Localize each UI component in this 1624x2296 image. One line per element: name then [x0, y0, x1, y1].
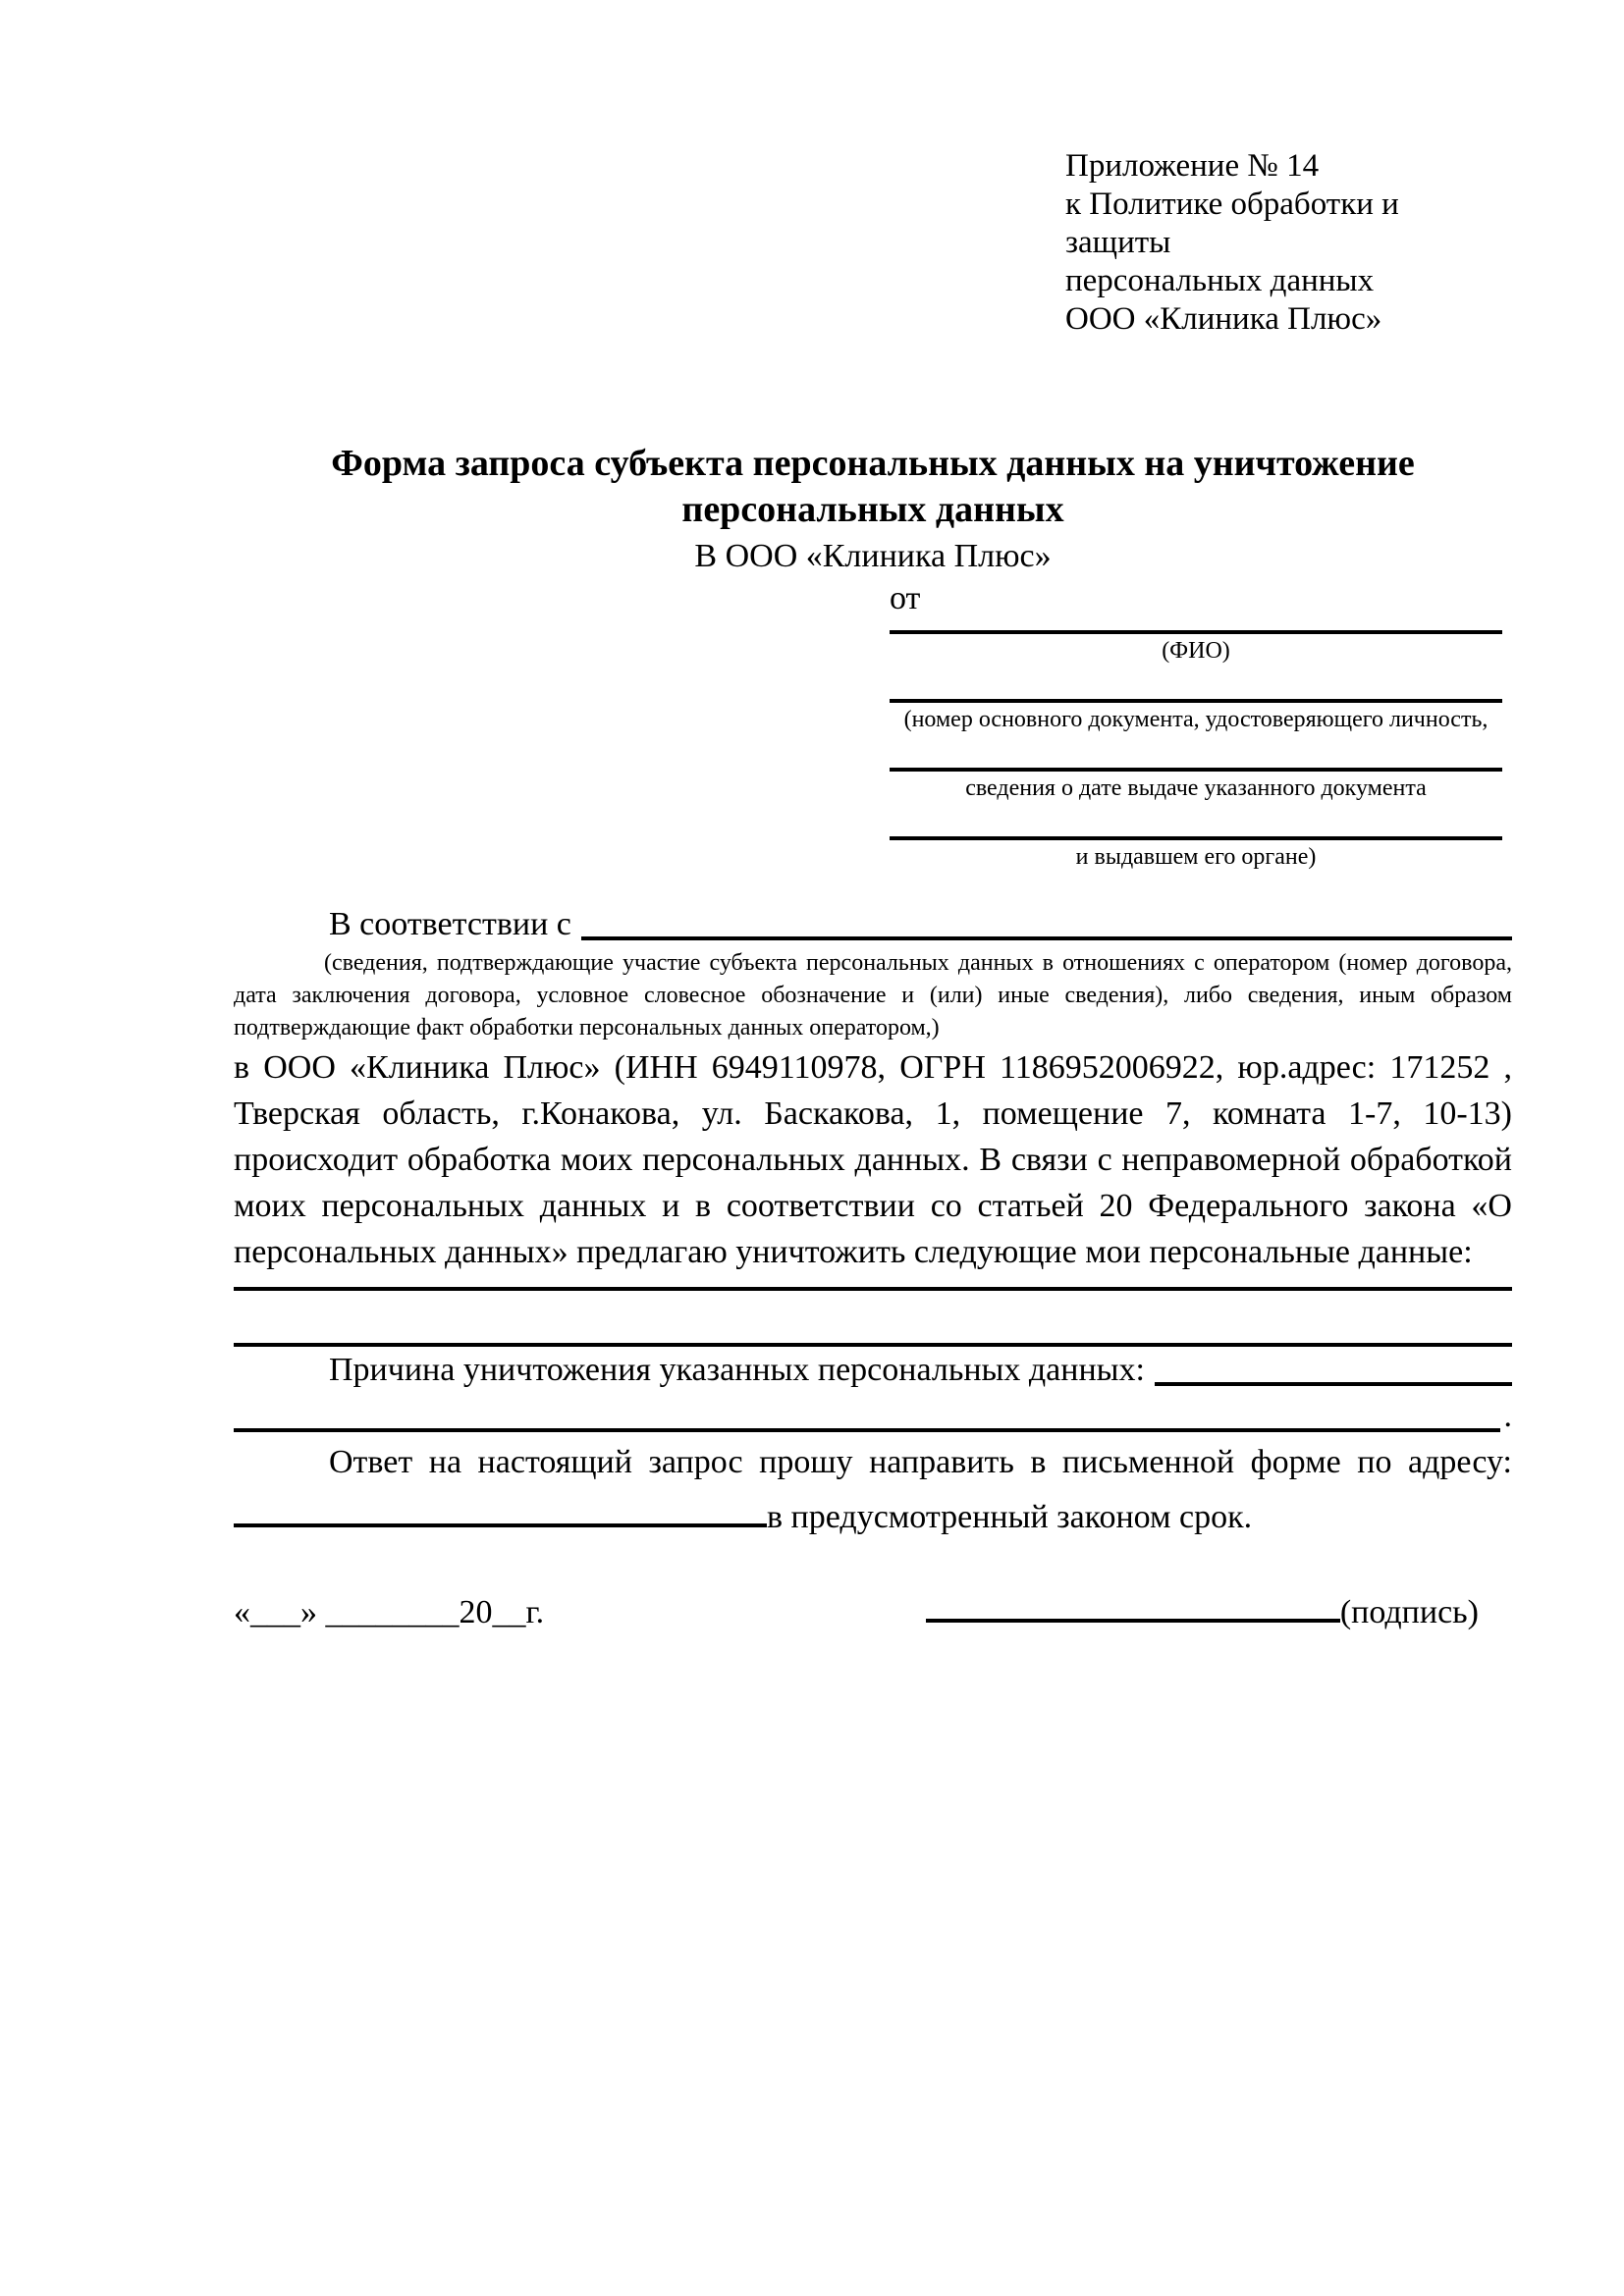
appendix-note-line: Приложение № 14 [1065, 148, 1320, 184]
accordance-clause [234, 901, 1512, 947]
issue-date-blank-line [890, 734, 1502, 772]
appendix-note-line: к Политике обработки и защиты [1065, 187, 1399, 260]
id-document-caption: (номер основного документа, удостоверяющего личность, [903, 707, 1489, 732]
response-address-line [234, 1485, 1512, 1540]
response-paragraph: Ответ на настоящий запрос прошу направить в письменной форме по адресу: [329, 1444, 1512, 1480]
reason-blank-line [1155, 1347, 1512, 1386]
appendix-note [1065, 147, 1512, 339]
reason-label: Причина уничтожения указанных персональных данных: [329, 1352, 1145, 1388]
signature-caption: (подпись) [1339, 1594, 1479, 1630]
date-field: «___» ________20__г. [234, 1594, 545, 1630]
appendix-note-line: ООО «Клиника Плюс» [1065, 301, 1382, 337]
personal-data-blank-line-2 [234, 1291, 1512, 1347]
fio-caption: (ФИО) [1162, 638, 1230, 664]
accordance-footnote: (сведения, подтверждающие участие субъекта персональных данных в отношениях с оператором (номер договора, дата заключения договора, условное словесное обозначение и (или) иные сведения), либо сведения, иным образом подтверждающие факт обработки персональных данных оператором,) [234, 950, 1512, 1041]
signature-blank-line [926, 1583, 1340, 1623]
personal-data-blank-line-1 [234, 1275, 1512, 1291]
reason-continuation-blank-line [234, 1393, 1500, 1432]
addressee-line: В ООО «Клиника Плюс» [694, 538, 1052, 574]
reason-clause [234, 1347, 1512, 1393]
date-signature-row [234, 1583, 1512, 1635]
reason-continuation [234, 1393, 1512, 1439]
response-deadline-text: в предусмотренный законом срок. [767, 1499, 1253, 1535]
issuing-authority-field [890, 803, 1502, 872]
issue-date-field [890, 734, 1502, 803]
signature-field [926, 1583, 1479, 1635]
address-blank-line [234, 1485, 767, 1527]
fio-blank-line [890, 618, 1502, 634]
document-title: Форма запроса субъекта персональных данных на уничтожение персональных данных [331, 443, 1415, 530]
sentence-period: . [1503, 1398, 1512, 1434]
issue-date-caption: сведения о дате выдаче указанного документа [965, 775, 1427, 801]
applicant-fill-block [890, 579, 1502, 872]
accordance-label: В соответствии с [329, 906, 571, 942]
from-label: от [890, 580, 921, 616]
main-paragraph: в ООО «Клиника Плюс» (ИНН 6949110978, ОГРН 1186952006922, юр.адрес: 171252 , Тверская область, г.Конакова, ул. Баскакова, 1, помещение 7, комната 1-7, 10-13) происходит обработка моих персональных данных. В связи с неправомерной обработкой моих персональных данных и в соответствии со статьей 20 Федерального закона «О персональных данных» предлагаю уничтожить следующие мои персональные данные: [234, 1049, 1512, 1270]
issuing-authority-caption: и выдавшем его органе) [1075, 844, 1317, 870]
issuing-authority-blank-line [890, 803, 1502, 840]
id-document-field [890, 666, 1502, 734]
fio-field [890, 618, 1502, 666]
id-document-blank-line [890, 666, 1502, 703]
appendix-note-line: персональных данных [1065, 263, 1375, 298]
accordance-blank-line [581, 901, 1512, 940]
